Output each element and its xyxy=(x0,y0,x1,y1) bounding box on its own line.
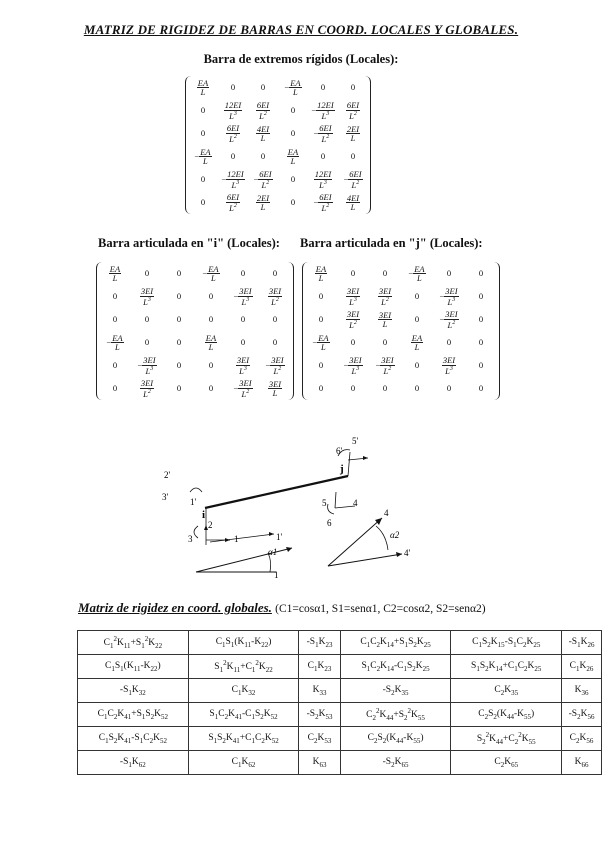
matrix-cell: 0 xyxy=(230,151,236,162)
matrix-cell: − $\frac{EA}{L}$ xyxy=(106,332,123,352)
matrix-cell: $\frac{EA}{L}$ xyxy=(205,332,217,352)
global-cell: $K_{66}$ xyxy=(562,751,602,775)
matrix-cell: − $\frac{6EI}{L^2}$ xyxy=(313,192,332,213)
matrix-cell: 0 xyxy=(478,360,484,371)
global-cell: $C_1^2K_{11}+S_1^2K_{22}$ xyxy=(78,631,189,655)
matrix-cell: $\frac{3EI}{L^2}$ xyxy=(346,309,360,330)
matrix-cell: 0 xyxy=(272,268,278,279)
svg-text:1: 1 xyxy=(234,534,239,544)
svg-text:5': 5' xyxy=(352,436,359,446)
svg-text:4: 4 xyxy=(384,508,389,518)
matrix-cell: $\frac{6EI}{L^2}$ xyxy=(226,192,240,213)
global-cell: $-S_2K_{35}$ xyxy=(340,679,451,703)
matrix-cell: $\frac{EA}{L}$ xyxy=(197,77,209,97)
matrix-cell: $\frac{4EI}{L}$ xyxy=(346,192,360,212)
matrix-cell: $\frac{4EI}{L}$ xyxy=(256,123,270,143)
matrix-cell: $\frac{2EI}{L}$ xyxy=(346,123,360,143)
matrix-cell: − $\frac{6EI}{L^2}$ xyxy=(343,169,362,190)
matrix-cell: 0 xyxy=(320,82,326,93)
global-cell: $S_2^2K_{44}+C_2^2K_{55}$ xyxy=(451,727,562,751)
global-stiffness-table xyxy=(77,630,602,775)
global-cell: $C_2K_{53}$ xyxy=(299,727,340,751)
matrix-cell: 0 xyxy=(144,268,150,279)
matrix-cell: 0 xyxy=(478,383,484,394)
global-cell: $C_1K_{32}$ xyxy=(188,679,299,703)
global-cell: $S_1S_2K_{14}+C_1C_2K_{25}$ xyxy=(451,655,562,679)
matrix-cell: $\frac{2EI}{L}$ xyxy=(256,192,270,212)
matrix-cell: 0 xyxy=(350,82,356,93)
svg-text:4': 4' xyxy=(404,548,411,558)
matrix-cell: 0 xyxy=(414,360,420,371)
matrix-cell: 0 xyxy=(290,197,296,208)
matrix-cell: 0 xyxy=(230,82,236,93)
global-cell: $S_1S_2K_{41}+C_1C_2K_{52}$ xyxy=(188,727,299,751)
matrix-cell: 0 xyxy=(240,268,246,279)
matrix-cell: 0 xyxy=(144,314,150,325)
global-cell: $-S_1K_{26}$ xyxy=(562,631,602,655)
bar-diagram xyxy=(150,430,450,590)
matrix-cell: − $\frac{3EI}{L^2}$ xyxy=(265,355,284,376)
matrix-cell: 0 xyxy=(112,291,118,302)
global-cell: $S_1C_2K_{41}-C_1S_2K_{52}$ xyxy=(188,703,299,727)
svg-text:1': 1' xyxy=(190,497,197,507)
global-cell: $-S_2K_{65}$ xyxy=(340,751,451,775)
matrix-cell: $\frac{12EI}{L^3}$ xyxy=(224,100,242,121)
matrix-cell: − $\frac{3EI}{L^2}$ xyxy=(375,355,394,376)
matrix-cell: 0 xyxy=(350,268,356,279)
global-cell: $-S_2K_{53}$ xyxy=(299,703,340,727)
matrix-cell: $\frac{6EI}{L^2}$ xyxy=(226,123,240,144)
svg-text:5: 5 xyxy=(322,498,327,508)
matrix-cell: $\frac{3EI}{L}$ xyxy=(378,309,392,329)
matrix-cell: 0 xyxy=(318,360,324,371)
matrix-cell: 0 xyxy=(414,291,420,302)
matrix-cell: $\frac{6EI}{L^2}$ xyxy=(256,100,270,121)
matrix-cell: $\frac{6EI}{L^2}$ xyxy=(346,100,360,121)
matrix-cell: $\frac{3EI}{L^2}$ xyxy=(268,286,282,307)
matrix-cell: $\frac{3EI}{L^3}$ xyxy=(140,286,154,307)
global-cell: $K_{33}$ xyxy=(299,679,340,703)
global-cell: $C_2K_{35}$ xyxy=(451,679,562,703)
matrix-cell: 0 xyxy=(144,337,150,348)
svg-text:2: 2 xyxy=(208,520,213,530)
global-cell: $C_2S_2(K_{44}-K_{55})$ xyxy=(340,727,451,751)
global-cell: $C_1S_2K_{15}-S_1C_2K_{25}$ xyxy=(451,631,562,655)
matrix-cell: − $\frac{EA}{L}$ xyxy=(284,77,301,97)
svg-text:6: 6 xyxy=(327,518,332,528)
matrix-cell: 0 xyxy=(200,128,206,139)
matrix-cell: 0 xyxy=(350,383,356,394)
global-cell: $-S_1K_{23}$ xyxy=(299,631,340,655)
matrix-cell: − $\frac{3EI}{L^3}$ xyxy=(233,286,252,307)
matrix-cell: $\frac{3EI}{L^3}$ xyxy=(442,355,456,376)
matrix-cell: 0 xyxy=(176,268,182,279)
matrix-cell: 0 xyxy=(260,82,266,93)
global-cell: $C_2K_{65}$ xyxy=(451,751,562,775)
global-matrix-heading: Matriz de rigidez en coord. globales. (C1=cosα1, S1=senα1, C2=cosα2, S2=senα2) xyxy=(78,600,486,615)
rigid-stiffness-matrix xyxy=(185,76,371,214)
matrix-cell: − $\frac{6EI}{L^2}$ xyxy=(253,169,272,190)
global-cell: $C_2K_{56}$ xyxy=(562,727,602,751)
matrix-cell: 0 xyxy=(200,197,206,208)
matrix-cell: $\frac{3EI}{L^3}$ xyxy=(346,286,360,307)
matrix-cell: $\frac{3EI}{L^2}$ xyxy=(378,286,392,307)
global-cell: $C_1K_{26}$ xyxy=(562,655,602,679)
matrix-cell: $\frac{3EI}{L^2}$ xyxy=(140,378,154,399)
matrix-cell: 0 xyxy=(320,151,326,162)
matrix-cell: 0 xyxy=(240,314,246,325)
matrix-cell: $\frac{3EI}{L}$ xyxy=(268,378,282,398)
global-cell: $S_1^2K_{11}+C_1^2K_{22}$ xyxy=(188,655,299,679)
matrix-cell: $\frac{EA}{L}$ xyxy=(287,146,299,166)
matrix-cell: 0 xyxy=(112,383,118,394)
matrix-cell: 0 xyxy=(208,291,214,302)
matrix-cell: − $\frac{12EI}{L^3}$ xyxy=(221,169,244,190)
matrix-cell: 0 xyxy=(176,337,182,348)
matrix-cell: − $\frac{3EI}{L^2}$ xyxy=(439,309,458,330)
matrix-cell: − $\frac{3EI}{L^3}$ xyxy=(343,355,362,376)
matrix-cell: 0 xyxy=(272,314,278,325)
matrix-cell: 0 xyxy=(200,105,206,116)
svg-text:2': 2' xyxy=(164,470,171,480)
matrix-cell: 0 xyxy=(240,337,246,348)
alpha2-label: α2 xyxy=(390,530,400,540)
svg-text:1': 1' xyxy=(276,532,283,542)
global-cell: $C_1S_1(K_{11}-K_{22})$ xyxy=(78,655,189,679)
matrix-cell: 0 xyxy=(414,314,420,325)
svg-text:3': 3' xyxy=(162,492,169,502)
matrix-cell: 0 xyxy=(208,314,214,325)
global-cell: $-S_1K_{62}$ xyxy=(78,751,189,775)
matrix-cell: 0 xyxy=(260,151,266,162)
global-cell: $C_2S_2(K_{44}-K_{55})$ xyxy=(451,703,562,727)
global-cell: $S_1C_2K_{14}-C_1S_2K_{25}$ xyxy=(340,655,451,679)
matrix-cell: 0 xyxy=(208,360,214,371)
page-title: MATRIZ DE RIGIDEZ DE BARRAS EN COORD. LOCALES Y GLOBALES. xyxy=(83,22,519,37)
matrix-cell: 0 xyxy=(478,337,484,348)
matrix-cell: 0 xyxy=(318,383,324,394)
matrix-cell: 0 xyxy=(350,337,356,348)
svg-text:6': 6' xyxy=(336,446,343,456)
rigid-bar-heading: Barra de extremos rígidos (Locales): xyxy=(203,52,399,66)
matrix-cell: − $\frac{EA}{L}$ xyxy=(202,263,219,283)
svg-text:3: 3 xyxy=(188,534,193,544)
matrix-cell: 0 xyxy=(382,383,388,394)
alpha1-label: α1 xyxy=(268,547,278,557)
matrix-cell: 0 xyxy=(200,174,206,185)
matrix-cell: $\frac{12EI}{L^3}$ xyxy=(314,169,332,190)
global-cell: $C_1K_{62}$ xyxy=(188,751,299,775)
matrix-cell: 0 xyxy=(446,337,452,348)
matrix-cell: 0 xyxy=(112,314,118,325)
global-cell: $C_1S_1(K_{11}-K_{22})$ xyxy=(188,631,299,655)
hinge-j-heading: Barra articulada en "j" (Locales): xyxy=(300,236,483,250)
matrix-cell: 0 xyxy=(446,268,452,279)
matrix-cell: 0 xyxy=(478,291,484,302)
matrix-cell: $\frac{EA}{L}$ xyxy=(109,263,121,283)
matrix-cell: 0 xyxy=(382,268,388,279)
global-cell: $K_{63}$ xyxy=(299,751,340,775)
matrix-cell: 0 xyxy=(176,383,182,394)
global-cell: $-S_2K_{56}$ xyxy=(562,703,602,727)
svg-text:4: 4 xyxy=(353,498,358,508)
matrix-cell: 0 xyxy=(350,151,356,162)
global-cell: $K_{36}$ xyxy=(562,679,602,703)
matrix-cell: 0 xyxy=(272,337,278,348)
matrix-cell: 0 xyxy=(318,314,324,325)
matrix-cell: − $\frac{3EI}{L^2}$ xyxy=(233,378,252,399)
node-j-label: j xyxy=(340,463,344,475)
matrix-cell: − $\frac{3EI}{L^3}$ xyxy=(439,286,458,307)
matrix-cell: − $\frac{EA}{L}$ xyxy=(408,263,425,283)
matrix-cell: $\frac{EA}{L}$ xyxy=(315,263,327,283)
matrix-cell: $\frac{EA}{L}$ xyxy=(411,332,423,352)
global-cell: $C_1K_{23}$ xyxy=(299,655,340,679)
hinge-i-heading: Barra articulada en "i" (Locales): xyxy=(98,236,280,250)
matrix-cell: 0 xyxy=(176,360,182,371)
matrix-cell: 0 xyxy=(290,174,296,185)
matrix-cell: − $\frac{EA}{L}$ xyxy=(312,332,329,352)
global-cell: $-S_1K_{32}$ xyxy=(78,679,189,703)
matrix-cell: 0 xyxy=(176,291,182,302)
global-cell: $C_1C_2K_{41}+S_1S_2K_{52}$ xyxy=(78,703,189,727)
matrix-cell: 0 xyxy=(382,337,388,348)
matrix-cell: − $\frac{EA}{L}$ xyxy=(194,146,211,166)
matrix-cell: 0 xyxy=(290,105,296,116)
matrix-cell: − $\frac{12EI}{L^3}$ xyxy=(311,100,334,121)
global-cell: $C_2^2K_{44}+S_2^2K_{55}$ xyxy=(340,703,451,727)
matrix-cell: 0 xyxy=(446,383,452,394)
matrix-cell: 0 xyxy=(112,360,118,371)
global-cell: $C_1S_2K_{41}-S_1C_2K_{52}$ xyxy=(78,727,189,751)
matrix-cell: 0 xyxy=(414,383,420,394)
bar-line xyxy=(205,476,348,508)
global-cell: $C_1C_2K_{14}+S_1S_2K_{25}$ xyxy=(340,631,451,655)
matrix-cell: 0 xyxy=(318,291,324,302)
matrix-cell: 0 xyxy=(176,314,182,325)
node-i-label: i xyxy=(202,509,206,521)
matrix-cell: $\frac{3EI}{L^3}$ xyxy=(236,355,250,376)
matrix-cell: 0 xyxy=(208,383,214,394)
matrix-cell: − $\frac{6EI}{L^2}$ xyxy=(313,123,332,144)
hinge-i-stiffness-matrix xyxy=(96,262,294,400)
matrix-cell: 0 xyxy=(478,314,484,325)
matrix-cell: 0 xyxy=(478,268,484,279)
matrix-cell: − $\frac{3EI}{L^3}$ xyxy=(137,355,156,376)
svg-text:1: 1 xyxy=(274,570,279,580)
hinge-j-stiffness-matrix xyxy=(302,262,500,400)
matrix-cell: 0 xyxy=(290,128,296,139)
